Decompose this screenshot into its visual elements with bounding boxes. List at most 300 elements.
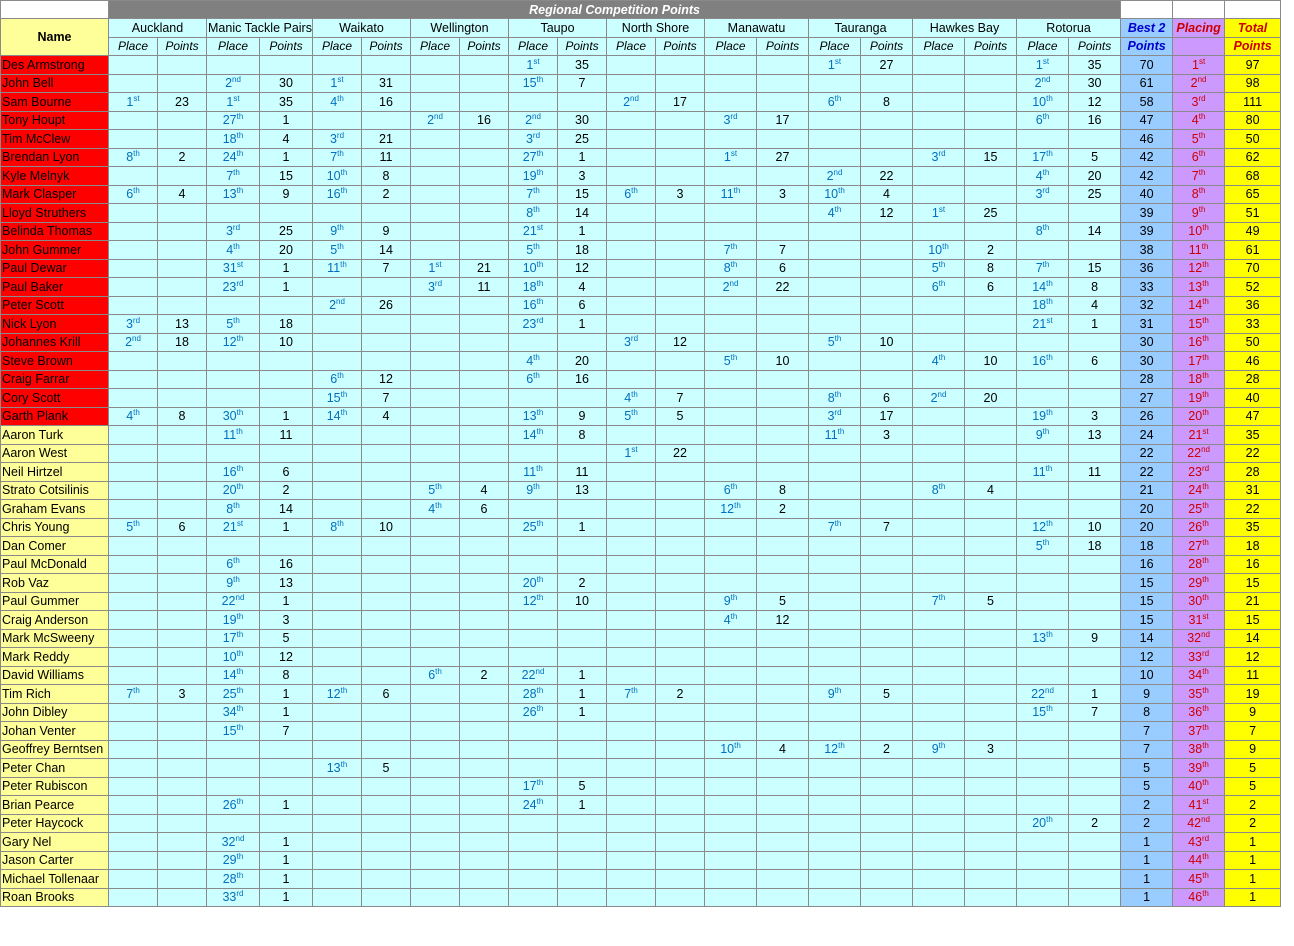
hawkes-bay-place-cell[interactable] bbox=[913, 629, 965, 648]
rotorua-place-cell[interactable] bbox=[1017, 796, 1069, 815]
best2-points-cell[interactable]: 20 bbox=[1121, 518, 1173, 537]
auckland-place-cell[interactable]: 3rd bbox=[109, 315, 158, 334]
total-points-cell[interactable]: 35 bbox=[1225, 518, 1281, 537]
rotorua-place-cell[interactable]: 20th bbox=[1017, 814, 1069, 833]
hawkes-bay-points-cell[interactable]: 15 bbox=[965, 148, 1017, 167]
tauranga-points-cell[interactable] bbox=[861, 759, 913, 778]
manawatu-points-cell[interactable] bbox=[757, 851, 809, 870]
hawkes-bay-points-cell[interactable] bbox=[965, 814, 1017, 833]
waikato-place-cell[interactable] bbox=[313, 648, 362, 667]
manic-tackle-pairs-points-cell[interactable]: 15 bbox=[260, 167, 313, 186]
rotorua-points-cell[interactable]: 16 bbox=[1069, 111, 1121, 130]
waikato-points-cell[interactable] bbox=[362, 666, 411, 685]
waikato-place-cell[interactable] bbox=[313, 463, 362, 482]
taupo-points-cell[interactable]: 30 bbox=[558, 111, 607, 130]
auckland-points-cell[interactable]: 18 bbox=[158, 333, 207, 352]
tauranga-place-cell[interactable]: 9th bbox=[809, 685, 861, 704]
auckland-points-cell[interactable] bbox=[158, 611, 207, 630]
tauranga-place-cell[interactable] bbox=[809, 814, 861, 833]
taupo-points-cell[interactable]: 1 bbox=[558, 315, 607, 334]
waikato-place-cell[interactable] bbox=[313, 500, 362, 519]
wellington-points-cell[interactable] bbox=[460, 204, 509, 223]
manic-tackle-pairs-place-cell[interactable] bbox=[207, 296, 260, 315]
tauranga-place-cell[interactable] bbox=[809, 111, 861, 130]
waikato-points-cell[interactable]: 2 bbox=[362, 185, 411, 204]
waikato-place-cell[interactable] bbox=[313, 870, 362, 889]
waikato-points-cell[interactable] bbox=[362, 722, 411, 741]
wellington-place-cell[interactable] bbox=[411, 444, 460, 463]
rotorua-points-cell[interactable] bbox=[1069, 444, 1121, 463]
manawatu-points-cell[interactable] bbox=[757, 870, 809, 889]
taupo-points-cell[interactable] bbox=[558, 759, 607, 778]
tauranga-place-cell[interactable] bbox=[809, 463, 861, 482]
hawkes-bay-points-cell[interactable] bbox=[965, 851, 1017, 870]
hawkes-bay-points-cell[interactable] bbox=[965, 796, 1017, 815]
placing-cell[interactable]: 15th bbox=[1173, 315, 1225, 334]
competitor-name[interactable]: Chris Young bbox=[1, 518, 109, 537]
manawatu-place-cell[interactable] bbox=[705, 167, 757, 186]
taupo-place-cell[interactable]: 6th bbox=[509, 370, 558, 389]
blank-cell[interactable] bbox=[1225, 1, 1281, 19]
taupo-place-cell[interactable] bbox=[509, 870, 558, 889]
taupo-place-cell[interactable]: 15th bbox=[509, 74, 558, 93]
placing-cell[interactable]: 27th bbox=[1173, 537, 1225, 556]
manawatu-place-cell[interactable]: 7th bbox=[705, 241, 757, 260]
north-shore-points-cell[interactable] bbox=[656, 56, 705, 75]
placing-cell[interactable]: 43rd bbox=[1173, 833, 1225, 852]
total-points-cell[interactable]: 19 bbox=[1225, 685, 1281, 704]
waikato-points-cell[interactable] bbox=[362, 703, 411, 722]
auckland-points-cell[interactable] bbox=[158, 629, 207, 648]
wellington-place-cell[interactable] bbox=[411, 777, 460, 796]
total-points-cell[interactable]: 22 bbox=[1225, 444, 1281, 463]
manic-tackle-pairs-points-cell[interactable]: 1 bbox=[260, 685, 313, 704]
competitor-name[interactable]: Aaron West bbox=[1, 444, 109, 463]
hawkes-bay-points-cell[interactable] bbox=[965, 574, 1017, 593]
waikato-points-cell[interactable]: 7 bbox=[362, 389, 411, 408]
total-points-cell[interactable]: 9 bbox=[1225, 740, 1281, 759]
auckland-points-cell[interactable] bbox=[158, 888, 207, 907]
manawatu-points-cell[interactable] bbox=[757, 574, 809, 593]
manawatu-points-cell[interactable]: 6 bbox=[757, 259, 809, 278]
taupo-place-cell[interactable]: 21st bbox=[509, 222, 558, 241]
north-shore-place-cell[interactable] bbox=[607, 851, 656, 870]
manawatu-points-cell[interactable]: 4 bbox=[757, 740, 809, 759]
best2-points-cell[interactable]: 27 bbox=[1121, 389, 1173, 408]
hawkes-bay-place-cell[interactable] bbox=[913, 648, 965, 667]
tauranga-place-cell[interactable] bbox=[809, 352, 861, 371]
wellington-place-cell[interactable]: 3rd bbox=[411, 278, 460, 297]
tauranga-place-cell[interactable]: 12th bbox=[809, 740, 861, 759]
hawkes-bay-points-cell[interactable] bbox=[965, 333, 1017, 352]
tauranga-points-cell[interactable]: 8 bbox=[861, 93, 913, 112]
hawkes-bay-place-cell[interactable] bbox=[913, 722, 965, 741]
rotorua-points-cell[interactable] bbox=[1069, 833, 1121, 852]
wellington-place-cell[interactable] bbox=[411, 833, 460, 852]
waikato-points-cell[interactable] bbox=[362, 352, 411, 371]
taupo-place-cell[interactable] bbox=[509, 833, 558, 852]
auckland-points-cell[interactable] bbox=[158, 74, 207, 93]
placing-cell[interactable]: 17th bbox=[1173, 352, 1225, 371]
manic-tackle-pairs-place-cell[interactable]: 12th bbox=[207, 333, 260, 352]
taupo-points-cell[interactable]: 6 bbox=[558, 296, 607, 315]
waikato-place-cell[interactable]: 1st bbox=[313, 74, 362, 93]
rotorua-points-cell[interactable] bbox=[1069, 722, 1121, 741]
manawatu-place-cell[interactable] bbox=[705, 463, 757, 482]
wellington-points-cell[interactable] bbox=[460, 241, 509, 260]
hawkes-bay-points-cell[interactable] bbox=[965, 167, 1017, 186]
placing-cell[interactable]: 7th bbox=[1173, 167, 1225, 186]
tauranga-place-cell[interactable] bbox=[809, 611, 861, 630]
tauranga-points-cell[interactable]: 6 bbox=[861, 389, 913, 408]
auckland-points-cell[interactable] bbox=[158, 648, 207, 667]
manic-tackle-pairs-points-cell[interactable]: 30 bbox=[260, 74, 313, 93]
placing-cell[interactable]: 24th bbox=[1173, 481, 1225, 500]
total-points-cell[interactable]: 12 bbox=[1225, 648, 1281, 667]
auckland-points-cell[interactable] bbox=[158, 500, 207, 519]
tauranga-points-cell[interactable]: 4 bbox=[861, 185, 913, 204]
manic-tackle-pairs-place-cell[interactable]: 18th bbox=[207, 130, 260, 149]
region-header-north-shore[interactable]: North Shore bbox=[607, 19, 705, 38]
placing-cell[interactable]: 16th bbox=[1173, 333, 1225, 352]
north-shore-place-cell[interactable] bbox=[607, 611, 656, 630]
wellington-place-cell[interactable] bbox=[411, 611, 460, 630]
rotorua-place-cell[interactable]: 19th bbox=[1017, 407, 1069, 426]
north-shore-place-cell[interactable] bbox=[607, 204, 656, 223]
placing-cell[interactable]: 11th bbox=[1173, 241, 1225, 260]
auckland-points-cell[interactable] bbox=[158, 389, 207, 408]
north-shore-place-cell[interactable] bbox=[607, 130, 656, 149]
taupo-points-cell[interactable]: 1 bbox=[558, 685, 607, 704]
auckland-points-cell[interactable] bbox=[158, 241, 207, 260]
rotorua-place-cell[interactable] bbox=[1017, 611, 1069, 630]
taupo-place-cell[interactable]: 1st bbox=[509, 56, 558, 75]
waikato-place-cell[interactable] bbox=[313, 611, 362, 630]
best2-points-cell[interactable]: 26 bbox=[1121, 407, 1173, 426]
tauranga-place-cell[interactable] bbox=[809, 888, 861, 907]
total-points-cell[interactable]: 1 bbox=[1225, 870, 1281, 889]
north-shore-points-cell[interactable] bbox=[656, 315, 705, 334]
hawkes-bay-place-cell[interactable] bbox=[913, 500, 965, 519]
manic-tackle-pairs-points-cell[interactable]: 1 bbox=[260, 833, 313, 852]
tauranga-points-cell[interactable]: 27 bbox=[861, 56, 913, 75]
manic-tackle-pairs-place-cell[interactable]: 6th bbox=[207, 555, 260, 574]
waikato-points-cell[interactable]: 10 bbox=[362, 518, 411, 537]
waikato-place-cell[interactable]: 4th bbox=[313, 93, 362, 112]
tauranga-place-cell[interactable]: 10th bbox=[809, 185, 861, 204]
waikato-points-cell[interactable] bbox=[362, 611, 411, 630]
auckland-place-cell[interactable] bbox=[109, 130, 158, 149]
auckland-place-cell[interactable]: 8th bbox=[109, 148, 158, 167]
auckland-points-cell[interactable] bbox=[158, 814, 207, 833]
manic-tackle-pairs-place-cell[interactable] bbox=[207, 814, 260, 833]
manawatu-points-cell[interactable] bbox=[757, 74, 809, 93]
competitor-name[interactable]: Graham Evans bbox=[1, 500, 109, 519]
wellington-place-cell[interactable]: 4th bbox=[411, 500, 460, 519]
manawatu-place-cell[interactable] bbox=[705, 204, 757, 223]
north-shore-points-cell[interactable] bbox=[656, 722, 705, 741]
best2-points-cell[interactable]: 22 bbox=[1121, 444, 1173, 463]
north-shore-points-cell[interactable] bbox=[656, 370, 705, 389]
name-header[interactable]: Name bbox=[1, 19, 109, 56]
tauranga-place-cell[interactable] bbox=[809, 703, 861, 722]
best2-points-cell[interactable]: 1 bbox=[1121, 870, 1173, 889]
total-points-cell[interactable]: 50 bbox=[1225, 130, 1281, 149]
wellington-place-cell[interactable] bbox=[411, 537, 460, 556]
north-shore-points-cell[interactable] bbox=[656, 611, 705, 630]
north-shore-points-cell[interactable] bbox=[656, 555, 705, 574]
placing-cell[interactable]: 31st bbox=[1173, 611, 1225, 630]
taupo-place-cell[interactable]: 14th bbox=[509, 426, 558, 445]
blank-cell[interactable] bbox=[1173, 1, 1225, 19]
best2-points-cell[interactable]: 30 bbox=[1121, 333, 1173, 352]
hawkes-bay-points-cell[interactable] bbox=[965, 407, 1017, 426]
hawkes-bay-points-cell[interactable] bbox=[965, 629, 1017, 648]
north-shore-place-cell[interactable] bbox=[607, 722, 656, 741]
waikato-points-cell[interactable]: 11 bbox=[362, 148, 411, 167]
taupo-points-cell[interactable]: 1 bbox=[558, 796, 607, 815]
place-subheader[interactable]: Place bbox=[313, 37, 362, 56]
best2-points-cell[interactable]: 9 bbox=[1121, 685, 1173, 704]
manic-tackle-pairs-place-cell[interactable]: 11th bbox=[207, 426, 260, 445]
hawkes-bay-points-cell[interactable] bbox=[965, 222, 1017, 241]
hawkes-bay-place-cell[interactable] bbox=[913, 888, 965, 907]
north-shore-place-cell[interactable] bbox=[607, 518, 656, 537]
wellington-place-cell[interactable]: 2nd bbox=[411, 111, 460, 130]
tauranga-place-cell[interactable]: 1st bbox=[809, 56, 861, 75]
tauranga-place-cell[interactable]: 2nd bbox=[809, 167, 861, 186]
hawkes-bay-points-cell[interactable] bbox=[965, 130, 1017, 149]
manic-tackle-pairs-place-cell[interactable]: 10th bbox=[207, 648, 260, 667]
taupo-place-cell[interactable] bbox=[509, 500, 558, 519]
rotorua-points-cell[interactable]: 2 bbox=[1069, 814, 1121, 833]
competitor-name[interactable]: Craig Farrar bbox=[1, 370, 109, 389]
taupo-place-cell[interactable]: 7th bbox=[509, 185, 558, 204]
wellington-points-cell[interactable] bbox=[460, 315, 509, 334]
north-shore-place-cell[interactable] bbox=[607, 74, 656, 93]
rotorua-place-cell[interactable]: 16th bbox=[1017, 352, 1069, 371]
auckland-place-cell[interactable] bbox=[109, 389, 158, 408]
hawkes-bay-points-cell[interactable]: 4 bbox=[965, 481, 1017, 500]
hawkes-bay-points-cell[interactable] bbox=[965, 500, 1017, 519]
north-shore-points-cell[interactable]: 7 bbox=[656, 389, 705, 408]
north-shore-place-cell[interactable] bbox=[607, 703, 656, 722]
waikato-place-cell[interactable]: 2nd bbox=[313, 296, 362, 315]
wellington-points-cell[interactable] bbox=[460, 167, 509, 186]
hawkes-bay-points-cell[interactable]: 20 bbox=[965, 389, 1017, 408]
wellington-points-cell[interactable] bbox=[460, 722, 509, 741]
competitor-name[interactable]: Paul McDonald bbox=[1, 555, 109, 574]
auckland-points-cell[interactable] bbox=[158, 278, 207, 297]
rotorua-place-cell[interactable]: 12th bbox=[1017, 518, 1069, 537]
wellington-place-cell[interactable] bbox=[411, 426, 460, 445]
north-shore-place-cell[interactable] bbox=[607, 574, 656, 593]
tauranga-points-cell[interactable] bbox=[861, 259, 913, 278]
total-points-cell[interactable]: 22 bbox=[1225, 500, 1281, 519]
wellington-points-cell[interactable] bbox=[460, 74, 509, 93]
auckland-points-cell[interactable]: 6 bbox=[158, 518, 207, 537]
rotorua-points-cell[interactable] bbox=[1069, 241, 1121, 260]
wellington-place-cell[interactable] bbox=[411, 204, 460, 223]
rotorua-place-cell[interactable]: 7th bbox=[1017, 259, 1069, 278]
wellington-place-cell[interactable] bbox=[411, 352, 460, 371]
waikato-place-cell[interactable]: 14th bbox=[313, 407, 362, 426]
wellington-points-cell[interactable] bbox=[460, 574, 509, 593]
manawatu-points-cell[interactable] bbox=[757, 130, 809, 149]
waikato-points-cell[interactable]: 9 bbox=[362, 222, 411, 241]
competitor-name[interactable]: Rob Vaz bbox=[1, 574, 109, 593]
waikato-points-cell[interactable]: 8 bbox=[362, 167, 411, 186]
placing-cell[interactable]: 26th bbox=[1173, 518, 1225, 537]
competitor-name[interactable]: Tim McClew bbox=[1, 130, 109, 149]
rotorua-place-cell[interactable] bbox=[1017, 740, 1069, 759]
wellington-place-cell[interactable] bbox=[411, 574, 460, 593]
tauranga-points-cell[interactable] bbox=[861, 796, 913, 815]
best2-points-cell[interactable]: 61 bbox=[1121, 74, 1173, 93]
north-shore-place-cell[interactable] bbox=[607, 278, 656, 297]
competitor-name[interactable]: Mark Reddy bbox=[1, 648, 109, 667]
north-shore-place-cell[interactable] bbox=[607, 259, 656, 278]
hawkes-bay-place-cell[interactable] bbox=[913, 796, 965, 815]
hawkes-bay-place-cell[interactable] bbox=[913, 407, 965, 426]
rotorua-place-cell[interactable]: 13th bbox=[1017, 629, 1069, 648]
wellington-place-cell[interactable] bbox=[411, 870, 460, 889]
rotorua-place-cell[interactable] bbox=[1017, 833, 1069, 852]
manawatu-points-cell[interactable]: 27 bbox=[757, 148, 809, 167]
taupo-place-cell[interactable]: 12th bbox=[509, 592, 558, 611]
rotorua-points-cell[interactable] bbox=[1069, 851, 1121, 870]
tauranga-place-cell[interactable] bbox=[809, 148, 861, 167]
best2-points-cell[interactable]: 10 bbox=[1121, 666, 1173, 685]
auckland-place-cell[interactable] bbox=[109, 74, 158, 93]
auckland-place-cell[interactable] bbox=[109, 777, 158, 796]
north-shore-points-cell[interactable] bbox=[656, 703, 705, 722]
manic-tackle-pairs-place-cell[interactable]: 32nd bbox=[207, 833, 260, 852]
manawatu-place-cell[interactable]: 2nd bbox=[705, 278, 757, 297]
rotorua-points-cell[interactable]: 15 bbox=[1069, 259, 1121, 278]
manawatu-points-cell[interactable] bbox=[757, 93, 809, 112]
competitor-name[interactable]: John Bell bbox=[1, 74, 109, 93]
tauranga-points-cell[interactable] bbox=[861, 370, 913, 389]
waikato-points-cell[interactable] bbox=[362, 870, 411, 889]
best2-points-cell[interactable]: 15 bbox=[1121, 592, 1173, 611]
waikato-place-cell[interactable]: 15th bbox=[313, 389, 362, 408]
placing-cell[interactable]: 39th bbox=[1173, 759, 1225, 778]
total-points-cell[interactable]: 68 bbox=[1225, 167, 1281, 186]
placing-subheader[interactable] bbox=[1173, 37, 1225, 56]
manic-tackle-pairs-points-cell[interactable]: 1 bbox=[260, 111, 313, 130]
waikato-place-cell[interactable]: 10th bbox=[313, 167, 362, 186]
hawkes-bay-points-cell[interactable]: 25 bbox=[965, 204, 1017, 223]
hawkes-bay-place-cell[interactable] bbox=[913, 315, 965, 334]
competitor-name[interactable]: Geoffrey Berntsen bbox=[1, 740, 109, 759]
best2-points-cell[interactable]: 47 bbox=[1121, 111, 1173, 130]
rotorua-place-cell[interactable] bbox=[1017, 370, 1069, 389]
auckland-points-cell[interactable] bbox=[158, 537, 207, 556]
taupo-place-cell[interactable] bbox=[509, 389, 558, 408]
best2-points-cell[interactable]: 33 bbox=[1121, 278, 1173, 297]
wellington-points-cell[interactable] bbox=[460, 629, 509, 648]
placing-cell[interactable]: 5th bbox=[1173, 130, 1225, 149]
manawatu-points-cell[interactable] bbox=[757, 407, 809, 426]
region-header-auckland[interactable]: Auckland bbox=[109, 19, 207, 38]
waikato-place-cell[interactable]: 5th bbox=[313, 241, 362, 260]
manic-tackle-pairs-points-cell[interactable]: 1 bbox=[260, 703, 313, 722]
manic-tackle-pairs-place-cell[interactable]: 19th bbox=[207, 611, 260, 630]
region-header-hawkes-bay[interactable]: Hawkes Bay bbox=[913, 19, 1017, 38]
manawatu-place-cell[interactable] bbox=[705, 574, 757, 593]
rotorua-points-cell[interactable] bbox=[1069, 204, 1121, 223]
rotorua-place-cell[interactable]: 14th bbox=[1017, 278, 1069, 297]
tauranga-place-cell[interactable] bbox=[809, 648, 861, 667]
hawkes-bay-place-cell[interactable] bbox=[913, 518, 965, 537]
manic-tackle-pairs-points-cell[interactable]: 18 bbox=[260, 315, 313, 334]
tauranga-place-cell[interactable] bbox=[809, 500, 861, 519]
auckland-points-cell[interactable]: 3 bbox=[158, 685, 207, 704]
total-points-cell[interactable]: 65 bbox=[1225, 185, 1281, 204]
rotorua-points-cell[interactable]: 5 bbox=[1069, 148, 1121, 167]
north-shore-points-cell[interactable] bbox=[656, 796, 705, 815]
wellington-points-cell[interactable] bbox=[460, 555, 509, 574]
manic-tackle-pairs-place-cell[interactable]: 14th bbox=[207, 666, 260, 685]
hawkes-bay-points-cell[interactable] bbox=[965, 833, 1017, 852]
taupo-points-cell[interactable]: 11 bbox=[558, 463, 607, 482]
manic-tackle-pairs-points-cell[interactable] bbox=[260, 370, 313, 389]
best2-points-subheader[interactable]: Points bbox=[1121, 37, 1173, 56]
taupo-points-cell[interactable] bbox=[558, 629, 607, 648]
north-shore-place-cell[interactable] bbox=[607, 296, 656, 315]
auckland-place-cell[interactable] bbox=[109, 222, 158, 241]
manic-tackle-pairs-place-cell[interactable]: 7th bbox=[207, 167, 260, 186]
auckland-place-cell[interactable]: 2nd bbox=[109, 333, 158, 352]
north-shore-points-cell[interactable] bbox=[656, 278, 705, 297]
manawatu-points-cell[interactable]: 7 bbox=[757, 241, 809, 260]
north-shore-place-cell[interactable] bbox=[607, 315, 656, 334]
wellington-points-cell[interactable] bbox=[460, 888, 509, 907]
manawatu-points-cell[interactable] bbox=[757, 444, 809, 463]
manic-tackle-pairs-place-cell[interactable]: 23rd bbox=[207, 278, 260, 297]
total-points-cell[interactable]: 2 bbox=[1225, 796, 1281, 815]
auckland-place-cell[interactable] bbox=[109, 851, 158, 870]
total-points-cell[interactable]: 51 bbox=[1225, 204, 1281, 223]
auckland-place-cell[interactable] bbox=[109, 666, 158, 685]
north-shore-place-cell[interactable]: 7th bbox=[607, 685, 656, 704]
waikato-place-cell[interactable] bbox=[313, 814, 362, 833]
auckland-points-cell[interactable] bbox=[158, 740, 207, 759]
manawatu-place-cell[interactable] bbox=[705, 759, 757, 778]
north-shore-points-cell[interactable]: 3 bbox=[656, 185, 705, 204]
north-shore-points-cell[interactable] bbox=[656, 537, 705, 556]
manic-tackle-pairs-points-cell[interactable] bbox=[260, 537, 313, 556]
waikato-points-cell[interactable] bbox=[362, 574, 411, 593]
north-shore-points-cell[interactable] bbox=[656, 648, 705, 667]
north-shore-points-cell[interactable] bbox=[656, 592, 705, 611]
taupo-place-cell[interactable] bbox=[509, 740, 558, 759]
placing-cell[interactable]: 3rd bbox=[1173, 93, 1225, 112]
manawatu-place-cell[interactable] bbox=[705, 407, 757, 426]
waikato-points-cell[interactable]: 26 bbox=[362, 296, 411, 315]
wellington-points-cell[interactable] bbox=[460, 56, 509, 75]
waikato-place-cell[interactable] bbox=[313, 333, 362, 352]
taupo-points-cell[interactable]: 20 bbox=[558, 352, 607, 371]
auckland-place-cell[interactable] bbox=[109, 537, 158, 556]
manic-tackle-pairs-place-cell[interactable]: 1st bbox=[207, 93, 260, 112]
wellington-place-cell[interactable] bbox=[411, 740, 460, 759]
wellington-points-cell[interactable] bbox=[460, 611, 509, 630]
manawatu-points-cell[interactable] bbox=[757, 56, 809, 75]
manawatu-place-cell[interactable] bbox=[705, 666, 757, 685]
auckland-points-cell[interactable] bbox=[158, 796, 207, 815]
